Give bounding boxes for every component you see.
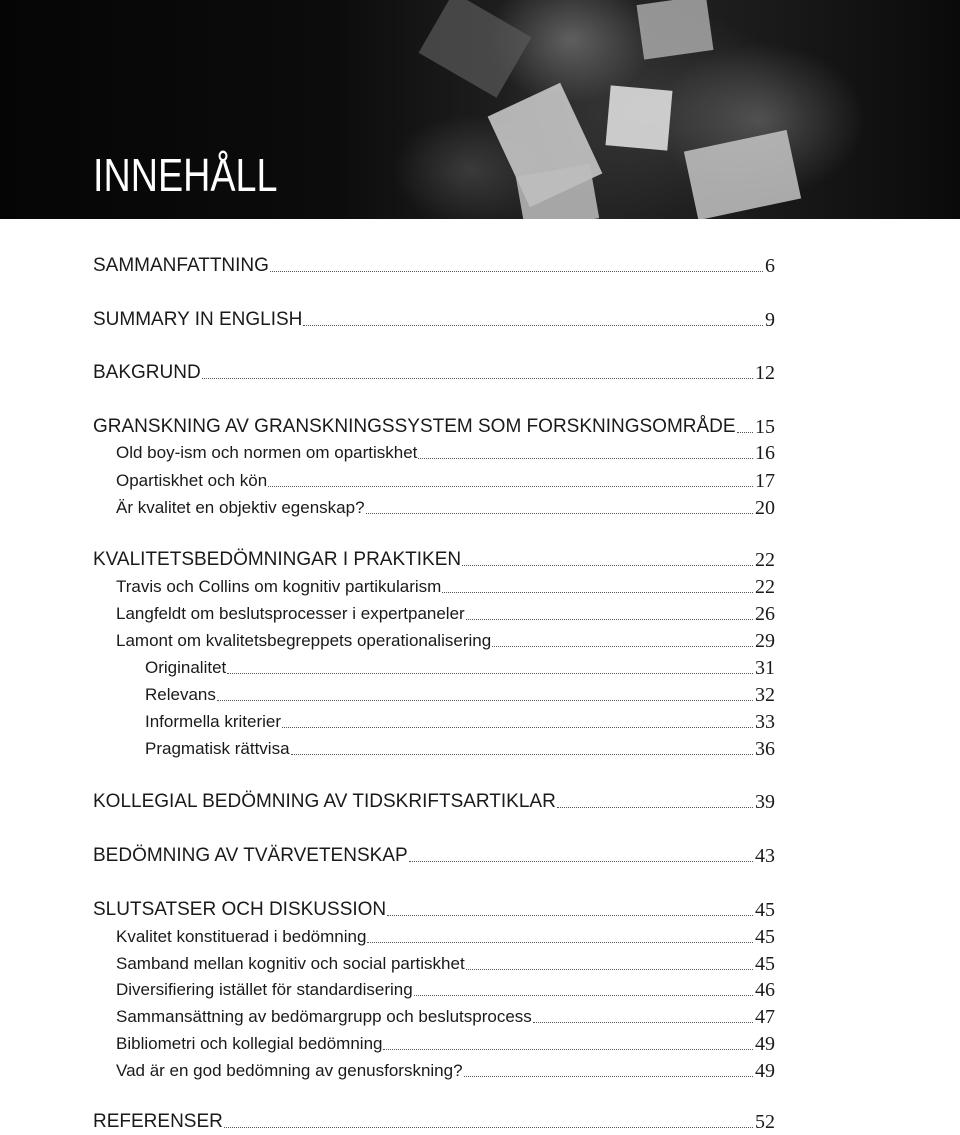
toc-entry-title: Opartiskhet och kön [116, 471, 268, 490]
toc-entry-page-number: 47 [755, 1006, 775, 1028]
toc-entry-page-number: 20 [755, 497, 775, 519]
toc-entry-title: Originalitet [145, 658, 227, 677]
toc-entry-title: REFERENSER [93, 1111, 223, 1132]
page-title: INNEHÅLL [93, 149, 278, 201]
toc-entry-title: Sammansättning av bedömargrupp och beslutsprocess [116, 1007, 532, 1026]
dot-leader [303, 325, 763, 326]
toc-entry[interactable] [116, 1001, 775, 1027]
toc-entry[interactable] [116, 492, 775, 518]
dot-leader [270, 271, 763, 272]
toc-entry-title: BAKGRUND [93, 362, 201, 383]
dot-leader [282, 727, 753, 728]
toc-entry[interactable] [116, 1055, 775, 1081]
toc-entry[interactable] [93, 250, 775, 276]
toc-entry[interactable] [93, 840, 775, 866]
toc-entry-page-number: 46 [755, 979, 775, 1001]
toc-entry[interactable] [116, 571, 775, 597]
toc-entry-page-number: 45 [755, 899, 775, 921]
toc-entry-page-number: 43 [755, 845, 775, 867]
dot-leader [557, 807, 753, 808]
toc-entry-page-number: 32 [755, 684, 775, 706]
toc-entry[interactable] [116, 921, 775, 947]
toc-entry-title: Informella kriterier [145, 712, 282, 731]
toc-entry[interactable] [93, 304, 775, 330]
toc-entry[interactable] [116, 625, 775, 651]
dot-leader [533, 1022, 753, 1023]
toc-entry-page-number: 22 [755, 549, 775, 571]
toc-entry-title: Lamont om kvalitetsbegreppets operationalisering [116, 631, 492, 650]
toc-entry-page-number: 33 [755, 711, 775, 733]
toc-entry-page-number: 36 [755, 738, 775, 760]
toc-entry-page-number: 52 [755, 1111, 775, 1133]
toc-entry[interactable] [116, 974, 775, 1000]
dot-leader [466, 969, 753, 970]
dot-leader [414, 995, 753, 996]
toc-entry[interactable] [116, 437, 775, 463]
toc-entry[interactable] [93, 1106, 775, 1132]
dot-leader [464, 1076, 753, 1077]
dot-leader [291, 754, 753, 755]
toc-entry-page-number: 29 [755, 630, 775, 652]
dot-leader [418, 458, 753, 459]
dot-leader [383, 1049, 753, 1050]
dot-leader [462, 565, 753, 566]
toc-entry[interactable] [116, 465, 775, 491]
toc-entry[interactable] [93, 544, 775, 570]
toc-entry-page-number: 31 [755, 657, 775, 679]
toc-entry-title: Relevans [145, 685, 216, 704]
toc-entry-page-number: 12 [755, 362, 775, 384]
toc-entry-title: Kvalitet konstituerad i bedömning [116, 927, 367, 946]
toc-entry-title: Old boy-ism och normen om opartiskhet [116, 443, 418, 462]
toc-entry-page-number: 9 [765, 309, 775, 331]
toc-entry[interactable] [116, 948, 775, 974]
toc-entry-title: Diversifiering istället för standardisering [116, 980, 413, 999]
toc-entry-title: GRANSKNING AV GRANSKNINGSSYSTEM SOM FORSKNINGSOMRÅDE [93, 416, 736, 437]
toc-entry-title: Langfeldt om beslutsprocesser i expertpaneler [116, 604, 465, 623]
toc-entry-title: Samband mellan kognitiv och social partiskhet [116, 954, 465, 973]
toc-entry-title: Är kvalitet en objektiv egenskap? [116, 498, 365, 517]
toc-entry-page-number: 22 [755, 576, 775, 598]
toc-entry-page-number: 16 [755, 442, 775, 464]
dot-leader [217, 700, 753, 701]
toc-entry-page-number: 39 [755, 791, 775, 813]
toc-entry-page-number: 49 [755, 1060, 775, 1082]
toc-entry[interactable] [116, 1028, 775, 1054]
dot-leader [466, 619, 753, 620]
toc-entry-title: Travis och Collins om kognitiv partikularism [116, 577, 442, 596]
toc-entry[interactable] [145, 652, 775, 678]
toc-entry-title: KVALITETSBEDÖMNINGAR I PRAKTIKEN [93, 549, 462, 570]
toc-entry-page-number: 26 [755, 603, 775, 625]
dot-leader [737, 432, 753, 433]
toc-entry[interactable] [145, 706, 775, 732]
toc-entry-title: SAMMANFATTNING [93, 255, 269, 276]
dot-leader [409, 861, 753, 862]
dot-leader [202, 378, 753, 379]
toc-entry-title: SUMMARY IN ENGLISH [93, 309, 303, 330]
toc-entry-title: BEDÖMNING AV TVÄRVETENSKAP [93, 845, 408, 866]
dot-leader [442, 592, 753, 593]
toc-entry[interactable] [145, 679, 775, 705]
toc-entry-title: KOLLEGIAL BEDÖMNING AV TIDSKRIFTSARTIKLAR [93, 791, 556, 812]
dot-leader [227, 673, 753, 674]
toc-entry-title: Pragmatisk rättvisa [145, 739, 290, 758]
toc-entry-page-number: 17 [755, 470, 775, 492]
toc-entry[interactable] [93, 894, 775, 920]
toc-entry[interactable] [116, 598, 775, 624]
dot-leader [367, 942, 753, 943]
toc-entry-page-number: 45 [755, 953, 775, 975]
toc-entry[interactable] [93, 357, 775, 383]
dot-leader [492, 646, 753, 647]
toc-entry-title: Bibliometri och kollegial bedömning [116, 1034, 383, 1053]
dot-leader [268, 486, 753, 487]
toc-entry[interactable] [93, 411, 775, 437]
toc-entry[interactable] [93, 786, 775, 812]
toc-entry-page-number: 49 [755, 1033, 775, 1055]
toc-entry-page-number: 6 [765, 255, 775, 277]
toc-entry-page-number: 15 [755, 416, 775, 438]
toc-entry-title: Vad är en god bedömning av genusforskning? [116, 1061, 463, 1080]
toc-entry-page-number: 45 [755, 926, 775, 948]
dot-leader [224, 1127, 753, 1128]
toc-entry-title: SLUTSATSER OCH DISKUSSION [93, 899, 387, 920]
dot-leader [387, 915, 753, 916]
dot-leader [366, 513, 753, 514]
toc-entry[interactable] [145, 733, 775, 759]
